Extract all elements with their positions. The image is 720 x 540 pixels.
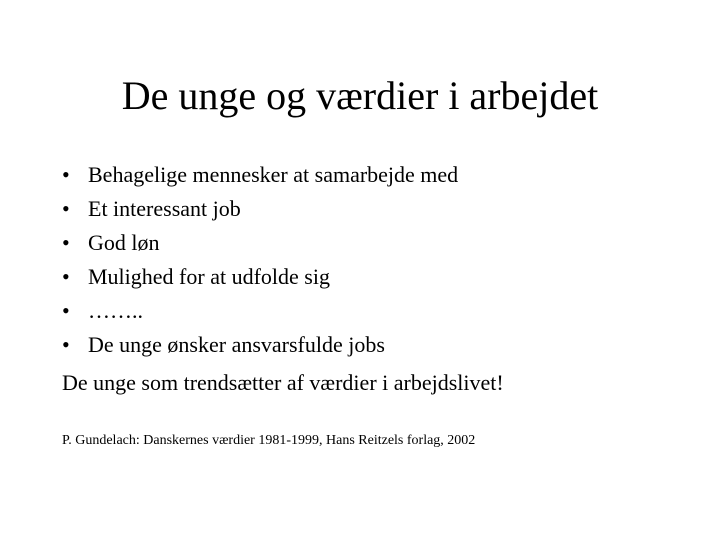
bullet-item — [62, 192, 458, 226]
conclusion-text: De unge som trendsætter af værdier i arbejdslivet! — [62, 370, 504, 395]
bullet-list — [62, 158, 458, 362]
bullet-icon: • — [62, 196, 70, 221]
bullet-icon: • — [62, 230, 70, 255]
bullet-icon: • — [62, 264, 70, 289]
bullet-text: Et interessant job — [88, 196, 241, 221]
source-citation: P. Gundelach: Danskernes værdier 1981-1999, Hans Reitzels forlag, 2002 — [62, 433, 476, 448]
bullet-text: …….. — [88, 298, 143, 323]
slide-title: De unge og værdier i arbejdet — [121, 73, 599, 118]
bullet-icon: • — [62, 162, 70, 187]
bullet-icon: • — [62, 298, 70, 323]
bullet-text: De unge ønsker ansvarsfulde jobs — [88, 332, 385, 357]
bullet-item — [62, 294, 458, 328]
bullet-item — [62, 158, 458, 192]
bullet-text: Behagelige mennesker at samarbejde med — [88, 162, 459, 187]
bullet-text: God løn — [88, 230, 160, 255]
bullet-icon: • — [62, 332, 70, 357]
bullet-item — [62, 260, 458, 294]
bullet-text: Mulighed for at udfolde sig — [88, 264, 330, 289]
bullet-item — [62, 328, 458, 362]
bullet-item — [62, 226, 458, 260]
